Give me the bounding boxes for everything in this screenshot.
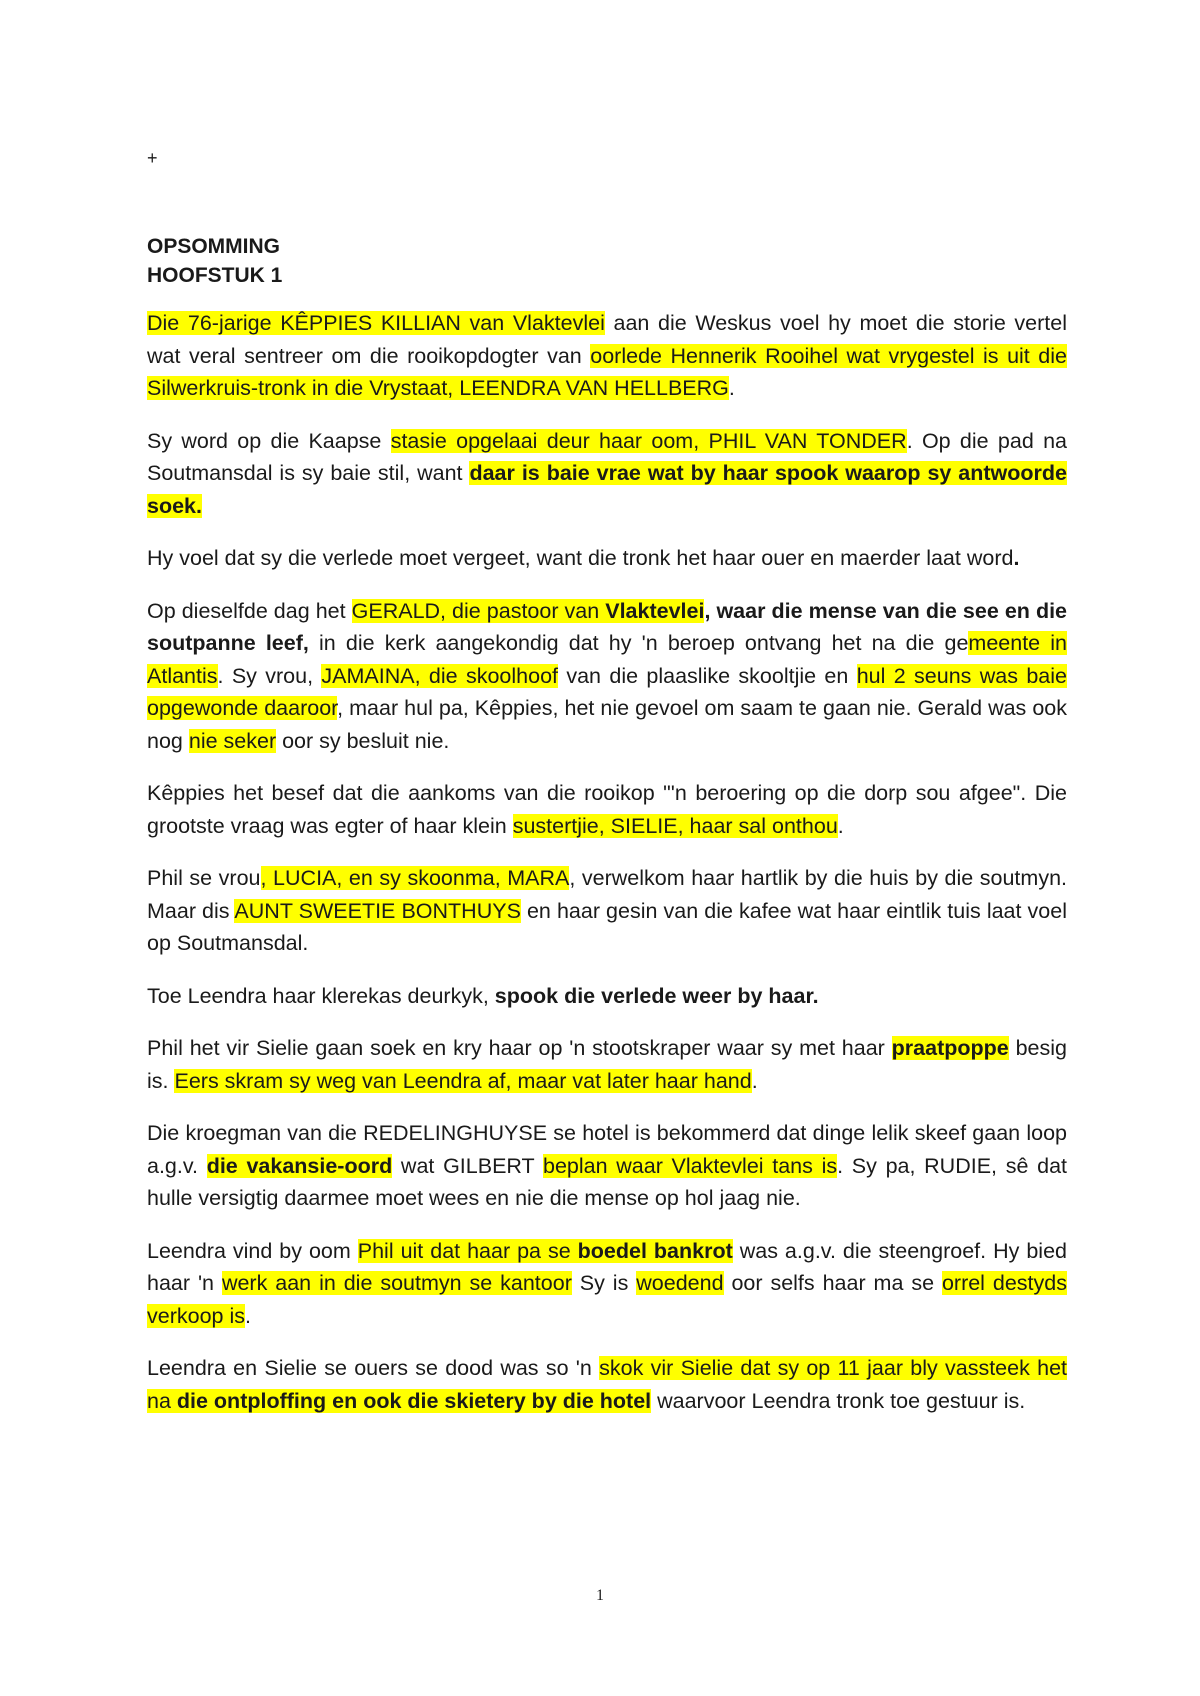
text-run: Sy word op die Kaapse <box>147 428 391 453</box>
highlighted-text: JAMAINA, die skoolhoof <box>321 663 558 688</box>
text-run: aan die Weskus voel hy moet die storie vertel wat veral sentreer om die rooikopdogter van <box>147 311 1067 368</box>
text-run: Kêppies het besef dat die aankoms van die rooikop "'n beroering op die dorp sou afgee". Die grootste vraag was egter of haar klein <box>147 781 1067 838</box>
highlighted-bold-text: daar is baie vrae wat by haar spook waarop sy antwoorde soek. <box>147 461 1067 518</box>
heading-title: OPSOMMING <box>147 235 281 258</box>
highlighted-text: beplan waar Vlaktevlei tans is <box>543 1153 838 1178</box>
document-heading <box>147 232 1067 290</box>
summary-paragraph <box>147 777 1067 842</box>
summary-paragraph <box>147 425 1067 523</box>
text-run: besig is. <box>147 1036 1067 1093</box>
bold-text: . <box>1013 546 1020 570</box>
text-run: oor selfs haar ma se <box>723 1271 942 1295</box>
text-run: . Op die pad na Soutmansdal is sy baie stil, want <box>147 428 1067 485</box>
text-run: Leendra vind by oom <box>147 1238 358 1263</box>
highlighted-text: , LUCIA, en sy skoonma, MARA <box>260 866 570 890</box>
text-run: in die kerk aangekondig dat hy 'n beroep ontvang het na die ge <box>308 631 969 655</box>
highlighted-text: skok vir Sielie dat sy op 11 jaar bly vassteek het na <box>147 1356 1068 1413</box>
text-run: waarvoor Leendra tronk toe gestuur is. <box>651 1388 1026 1413</box>
highlighted-text: woedend <box>636 1271 724 1295</box>
summary-paragraph <box>147 307 1067 405</box>
text-run: . Sy pa, RUDIE, sê dat hulle versigtig daarmee moet wees en nie die mense op hol jaag nie. <box>147 1153 1067 1210</box>
summary-paragraph <box>147 1032 1067 1097</box>
highlighted-text: AUNT SWEETIE BONTHUYS <box>234 898 521 923</box>
text-run: Toe Leendra haar klerekas deurkyk, <box>147 983 495 1008</box>
highlighted-text: Eers skram sy weg van Leendra af, maar vat later haar hand <box>174 1068 752 1093</box>
text-run: , maar hul pa, Kêppies, het nie gevoel om saam te gaan nie. Gerald was ook nog <box>147 696 1067 753</box>
text-run: oor sy besluit nie. <box>276 728 450 753</box>
text-run: . <box>751 1068 758 1093</box>
highlighted-text: oorlede Hennerik Rooihel wat vrygestel is uit die Silwerkruis-tronk in die Vrystaat, LEENDRA VAN HELLBERG <box>147 343 1067 400</box>
text-run: Die kroegman van die REDELINGHUYSE se hotel is bekommerd dat dinge lelik skeef gaan loop a.g.v. <box>147 1121 1067 1178</box>
highlighted-bold-text: boedel bankrot <box>577 1238 733 1263</box>
highlighted-text: hul 2 seuns was baie opgewonde daaroor <box>147 663 1067 720</box>
text-run: Op dieselfde dag het <box>147 598 352 623</box>
highlighted-text: orrel destyds verkoop is <box>147 1271 1067 1328</box>
highlighted-bold-text: Vlaktevlei <box>605 598 705 623</box>
text-run: . <box>245 1303 251 1328</box>
text-run: wat GILBERT <box>392 1153 543 1178</box>
heading-chapter: HOOFSTUK 1 <box>147 264 283 287</box>
text-run: Phil se vrou <box>147 866 261 890</box>
bold-text: , waar die mense van die see en die soutpanne leef, <box>147 598 1068 655</box>
summary-body <box>147 307 1067 1437</box>
summary-paragraph <box>147 1235 1067 1333</box>
summary-paragraph <box>147 595 1067 758</box>
summary-paragraph <box>147 1352 1067 1417</box>
summary-paragraph <box>147 980 1067 1013</box>
text-run: , verwelkom haar hartlik by die huis by die soutmyn. Maar dis <box>147 866 1067 923</box>
text-run: van die plaaslike skooltjie en <box>558 663 857 688</box>
text-run: en haar gesin van die kafee wat haar eintlik tuis laat voel op Soutmansdal. <box>147 898 1067 955</box>
highlighted-bold-text: die ontploffing en ook die skietery by die hotel <box>176 1388 652 1413</box>
highlighted-text: stasie opgelaai deur haar oom, PHIL VAN TONDER <box>390 428 907 453</box>
highlighted-text: nie seker <box>188 728 277 753</box>
highlighted-bold-text: praatpoppe <box>891 1036 1009 1060</box>
highlighted-text: sustertjie, SIELIE, haar sal onthou <box>512 813 838 838</box>
text-run: . <box>837 813 844 838</box>
text-run: was a.g.v. die steengroef. Hy bied haar 'n <box>147 1238 1067 1295</box>
text-run: . Sy vrou, <box>217 663 322 688</box>
bold-text: spook die verlede weer by haar. <box>494 983 819 1008</box>
text-run: Sy is <box>571 1271 637 1295</box>
summary-paragraph <box>147 862 1067 960</box>
text-run: Hy voel dat sy die verlede moet vergeet, want die tronk het haar ouer en maerder laat word <box>147 546 1014 570</box>
highlighted-text: GERALD, die pastoor van <box>351 598 606 623</box>
highlighted-bold-text: die vakansie-oord <box>206 1153 393 1178</box>
text-run: Leendra en Sielie se ouers se dood was so 'n <box>147 1356 600 1380</box>
highlighted-text: meente in Atlantis <box>147 631 1067 688</box>
summary-paragraph <box>147 542 1067 575</box>
summary-paragraph <box>147 1117 1067 1215</box>
text-run: Phil het vir Sielie gaan soek en kry haar op 'n stootskraper waar sy met haar <box>147 1036 892 1060</box>
highlighted-text: Die 76-jarige KÊPPIES KILLIAN van Vlaktevlei <box>147 311 605 335</box>
page-number: 1 <box>596 1587 604 1604</box>
highlighted-text: Phil uit dat haar pa se <box>357 1238 578 1263</box>
plus-marker: + <box>147 148 158 168</box>
highlighted-text: werk aan in die soutmyn se kantoor <box>221 1271 572 1295</box>
text-run: . <box>728 376 735 400</box>
